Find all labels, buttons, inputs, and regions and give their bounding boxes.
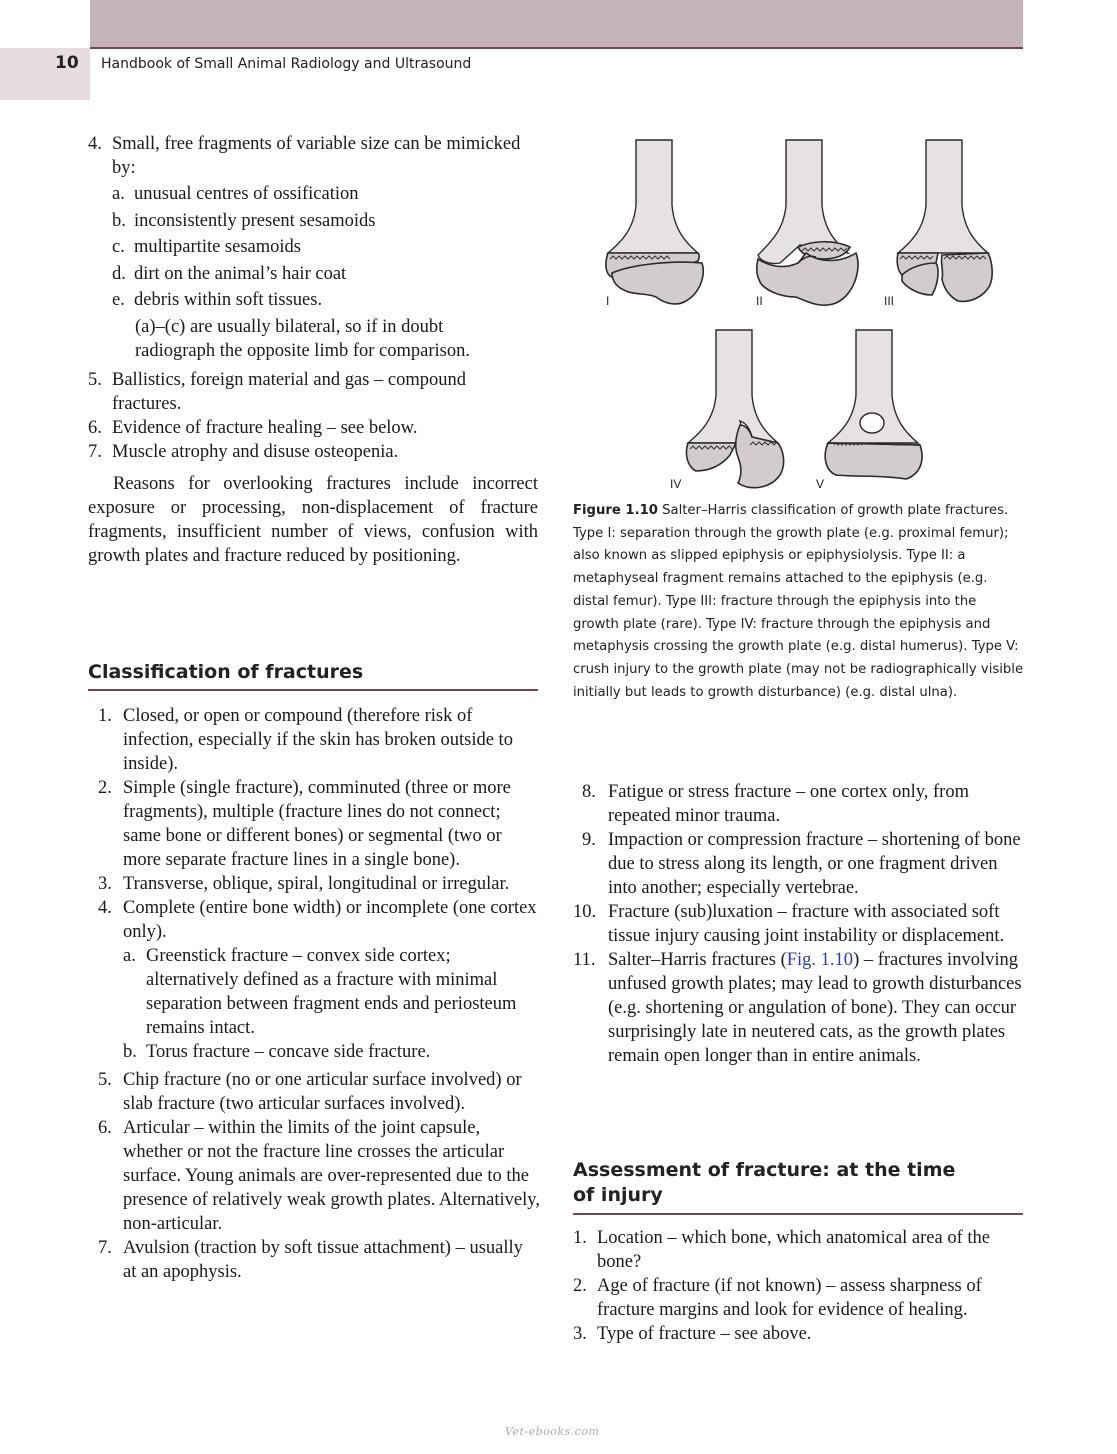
heading-rule (88, 689, 538, 691)
list-number: 8. (582, 782, 596, 802)
list-item (88, 132, 538, 180)
list-item (98, 776, 540, 872)
figure-link[interactable]: Fig. 1.10 (786, 950, 854, 970)
list-number: 7. (88, 442, 102, 462)
list-number: 6. (98, 1118, 112, 1138)
heading-rule (573, 1213, 1023, 1215)
list-text: Transverse, oblique, spiral, longitudinal or irregular. (123, 874, 510, 894)
list-text: Salter–Harris fractures ( (608, 950, 787, 970)
figure-label: Figure 1.10 (573, 503, 658, 518)
type-label: IV (670, 477, 682, 490)
list-number: 1. (98, 706, 112, 726)
sublist-letter: a. (112, 184, 125, 204)
type-label: III (884, 294, 895, 308)
sublist-letter: c. (112, 237, 125, 257)
list-item (573, 1226, 1025, 1274)
sublist-item (112, 235, 538, 259)
list-number: 9. (582, 830, 596, 850)
list-number: 7. (98, 1238, 112, 1258)
list-number: 5. (88, 370, 102, 390)
type-iv-diagram (670, 330, 784, 490)
list-number: 3. (98, 874, 112, 894)
sublist-text: multipartite sesamoids (134, 237, 301, 257)
list-item (573, 1274, 1025, 1322)
type-label: II (756, 294, 763, 308)
assessment-heading (573, 1158, 1023, 1208)
sublist-letter: d. (112, 263, 126, 284)
list-item (573, 1322, 1025, 1346)
list-text: Simple (single fracture), comminuted (three or more fragments), multiple (fracture lines do not connect; same bone or different bones) or segmental (two or more separate fracture lines in a single bone). (123, 778, 511, 870)
type-i-diagram (606, 140, 703, 308)
type-label: I (606, 294, 610, 308)
sublist-item (112, 209, 538, 233)
list-item (88, 368, 538, 416)
list-item (98, 872, 540, 896)
type-ii-diagram (756, 140, 858, 308)
list-item (98, 1068, 540, 1116)
list-text: Type of fracture – see above. (597, 1324, 812, 1344)
list-text: Fracture (sub)luxation – fracture with associated soft tissue injury causing joint instability or displacement. (608, 902, 1005, 946)
classification-list (98, 704, 540, 1284)
list-item (88, 416, 538, 440)
list-text: Location – which bone, which anatomical area of the bone? (597, 1228, 990, 1272)
sublist-text: Torus fracture – concave side fracture. (146, 1042, 431, 1062)
list-text: Muscle atrophy and disuse osteopenia. (112, 442, 399, 462)
assessment-heading-block (573, 1158, 1023, 1215)
list-text: Impaction or compression fracture – shortening of bone due to stress along its length, or one fragment driven into another; especially vertebrae. (608, 830, 1021, 898)
list-item (98, 704, 540, 776)
sublist-text: Greenstick fracture – convex side cortex; alternatively defined as a fracture with minimal separation between fragment ends and periosteum remains intact. (146, 946, 517, 1038)
list-item (98, 1236, 540, 1284)
overlook-paragraph: Reasons for overlooking fractures include incorrect exposure or processing, non-displacement of fracture fragments, insufficient number of views, confusion with growth plates and fracture reduced by positioning. (88, 474, 538, 566)
list-number: 2. (98, 778, 112, 798)
list-item (573, 828, 1025, 900)
complete-sublist (98, 944, 540, 1064)
list-text: Ballistics, foreign material and gas – compound fractures. (112, 370, 466, 414)
figure-caption (573, 500, 1025, 704)
list-item (573, 780, 1025, 828)
header-rule (90, 47, 1023, 49)
sublist-item (123, 1040, 540, 1064)
figure-caption-text: Salter–Harris classification of growth plate fractures. Type I: separation through the growth plate (e.g. proximal femur); also known as slipped epiphysis or epiphysiolysis. Type II: a metaphyseal fragment remains attached to the epiphysis (e.g. distal femur). Type III: fracture through the epiphysis into the growth plate (rare). Type IV: fracture through the epiphysis and metaphysis crossing the growth plate (e.g. distal humerus). Type V: crush injury to the growth plate (may not be radiographically visible initially but leads to growth disturbance) (e.g. distal ulna). (573, 503, 1024, 700)
sublist-text: inconsistently present sesamoids (134, 210, 376, 231)
classification-heading: Classification of fractures (88, 661, 364, 683)
list-item (98, 1116, 540, 1236)
assessment-heading-line2: of injury (573, 1184, 663, 1206)
sublist-text: dirt on the animal’s hair coat (134, 263, 347, 284)
footer-watermark: Vet-ebooks.com (505, 1425, 600, 1438)
list-item (98, 896, 540, 944)
assessment-heading-line1: Assessment of fracture: at the time (573, 1159, 956, 1181)
list-text: ) – fractures involving unfused growth plates; may lead to growth disturbances (e.g. shortening or angulation of bone). They can occur surprisingly late in neutered cats, as the growth plates remain open longer than in entire animals. (608, 950, 1022, 1066)
list-item (88, 440, 538, 464)
type-label: V (816, 477, 825, 490)
sublist-letter: b. (112, 210, 126, 231)
list-item (573, 900, 1025, 948)
sublist-letter: b. (123, 1042, 137, 1062)
running-title: Handbook of Small Animal Radiology and Ultrasound (101, 56, 472, 72)
list-text: Articular – within the limits of the joint capsule, whether or not the fracture line crosses the articular surface. Young animals are over-represented due to the presence of relatively weak growth plates. Alternatively, non-articular. (123, 1118, 540, 1234)
list-text: Chip fracture (no or one articular surface involved) or slab fracture (two articular surfaces involved). (123, 1070, 522, 1114)
salter-harris-figure (590, 135, 1010, 490)
list-number: 6. (88, 418, 102, 438)
list-text: Fatigue or stress fracture – one cortex only, from repeated minor trauma. (608, 782, 969, 826)
sublist-item (112, 262, 538, 286)
sublist-text: unusual centres of ossification (134, 184, 359, 204)
sublist-item (123, 944, 540, 1040)
type-v-diagram (816, 330, 922, 490)
sublist-text: debris within soft tissues. (134, 290, 323, 310)
mimics-sublist (88, 182, 538, 363)
list-number: 1. (573, 1228, 587, 1248)
left-column (88, 132, 538, 568)
sublist-letter: a. (123, 946, 136, 966)
list-text: Evidence of fracture healing – see below. (112, 418, 418, 438)
list-text: Avulsion (traction by soft tissue attachment) – usually at an apophysis. (123, 1238, 523, 1282)
list-text: Complete (entire bone width) or incomplete (one cortex only). (123, 898, 537, 942)
list-text: Closed, or open or compound (therefore risk of infection, especially if the skin has broken outside to inside). (123, 706, 513, 774)
list-number: 10. (573, 902, 597, 922)
mimics-note: (a)–(c) are usually bilateral, so if in doubt radiograph the opposite limb for comparison. (135, 317, 470, 361)
header-band (90, 0, 1023, 48)
page-number: 10 (55, 53, 79, 73)
classification-list-continued (573, 780, 1025, 1068)
list-item (573, 948, 1025, 1068)
list-number: 5. (98, 1070, 112, 1090)
list-number: 2. (573, 1276, 587, 1296)
list-number: 4. (88, 134, 102, 154)
list-text: Age of fracture (if not known) – assess sharpness of fracture margins and look for evidence of healing. (597, 1276, 982, 1320)
sublist-item (112, 182, 538, 206)
assessment-list (573, 1226, 1025, 1346)
list-text: Small, free fragments of variable size can be mimicked by: (112, 134, 521, 178)
sublist-letter: e. (112, 290, 125, 310)
sublist-item (112, 288, 538, 312)
list-number: 4. (98, 898, 112, 918)
classification-heading-block (88, 660, 538, 691)
list-number: 11. (573, 950, 596, 970)
type-iii-diagram (884, 140, 992, 308)
list-number: 3. (573, 1324, 587, 1344)
